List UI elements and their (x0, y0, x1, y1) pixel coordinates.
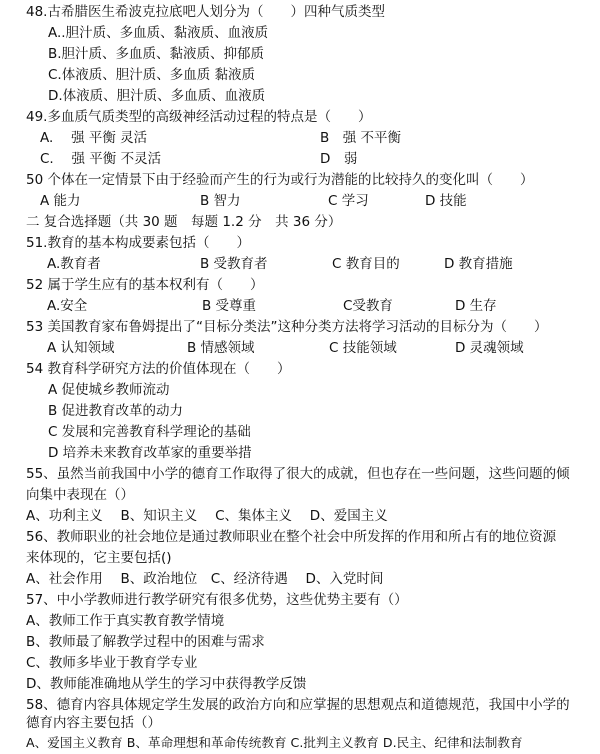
question-54-option-b: B 促进教育改革的动力 (48, 403, 184, 419)
question-48-option-c: C.体液质、胆汁质、多血质 黏液质 (48, 67, 256, 83)
question-51-option-a: A.教育者 (47, 256, 101, 272)
question-54-option-c: C 发展和完善教育科学理论的基础 (48, 424, 251, 440)
question-55-stem-line2: 向集中表现在（） (26, 487, 134, 503)
question-50-option-a: A 能力 (40, 193, 81, 209)
question-51-option-c: C 教育目的 (332, 256, 400, 272)
question-57-option-b: B、教师最了解教学过程中的困难与需求 (26, 634, 265, 650)
question-48-option-d: D.体液质、胆汁质、多血质、血液质 (48, 88, 266, 104)
question-57-stem: 57、中小学教师进行教学研究有很多优势，这些优势主要有（） (26, 592, 408, 608)
question-55-stem-line1: 55、虽然当前我国中小学的德育工作取得了很大的成就，但也存在一些问题，这些问题的倾 (26, 466, 570, 482)
question-50-option-d: D 技能 (425, 193, 467, 209)
question-56-stem-line2: 来体现的，它主要包括() (26, 550, 172, 566)
question-55-options: A、功利主义 B、知识主义 C、集体主义 D、爱国主义 (26, 508, 388, 524)
question-49-option-a: A. 强 平衡 灵活 (40, 130, 148, 146)
question-49-option-d: D 弱 (320, 151, 358, 167)
question-57-option-a: A、教师工作于真实教育教学情境 (26, 613, 225, 629)
question-53-option-a: A 认知领域 (47, 340, 115, 356)
question-58-stem-line2: 德育内容主要包括（） (26, 715, 161, 731)
question-51-stem: 51.教育的基本构成要素包括（ ） (26, 235, 250, 251)
question-50-stem: 50 个体在一定情景下由于经验而产生的行为或行为潜能的比较持久的变化叫（ ） (26, 172, 534, 188)
question-53-option-d: D 灵魂领域 (455, 340, 524, 356)
question-51-option-d: D 教育措施 (444, 256, 513, 272)
question-56-stem-line1: 56、教师职业的社会地位是通过教师职业在整个社会中所发挥的作用和所占有的地位资源 (26, 529, 557, 545)
question-52-option-a: A.安全 (47, 298, 88, 314)
question-52-option-c: C受教育 (343, 298, 393, 314)
question-52-option-b: B 受尊重 (202, 298, 257, 314)
question-48-stem: 48.古希腊医生希波克拉底吧人划分为（ ）四种气质类型 (26, 4, 385, 20)
question-49-stem: 49.多血质气质类型的高级神经活动过程的特点是（ ） (26, 109, 372, 125)
question-53-option-c: C 技能领域 (329, 340, 397, 356)
question-53-option-b: B 情感领域 (187, 340, 255, 356)
question-57-option-d: D、教师能准确地从学生的学习中获得教学反馈 (26, 676, 307, 692)
question-50-option-c: C 学习 (328, 193, 369, 209)
question-57-option-c: C、教师多毕业于教育学专业 (26, 655, 198, 671)
question-52-stem: 52 属于学生应有的基本权利有（ ） (26, 277, 264, 293)
question-58-stem-line1: 58、德育内容具体规定学生发展的政治方向和应掌握的思想观点和道德规范，我国中小学的 (26, 697, 570, 713)
question-58-options: A、爱国主义教育 B、革命理想和革命传统教育 C.批判主义教育 D.民主、纪律和法制教育 (26, 735, 523, 750)
question-51-option-b: B 受教育者 (200, 256, 268, 272)
question-54-option-a: A 促使城乡教师流动 (48, 382, 170, 398)
question-49-option-b: B 强 不平衡 (320, 130, 402, 146)
question-53-stem: 53 美国教育家布鲁姆提出了“目标分类法”这种分类方法将学习活动的目标分为（ ） (26, 319, 548, 335)
question-54-option-d: D 培养未来教育改革家的重要举措 (48, 445, 252, 461)
question-56-options: A、社会作用 B、政治地位 C、经济待遇 D、入党时间 (26, 571, 384, 587)
question-48-option-b: B.胆汁质、多血质、黏液质、抑郁质 (48, 46, 265, 62)
question-49-option-c: C. 强 平衡 不灵活 (40, 151, 162, 167)
question-50-option-b: B 智力 (200, 193, 241, 209)
question-48-option-a: A..胆汁质、多血质、黏液质、血液质 (48, 25, 269, 41)
question-52-option-d: D 生存 (455, 298, 497, 314)
question-54-stem: 54 教育科学研究方法的价值体现在（ ） (26, 361, 291, 377)
section-2-heading: 二 复合选择题（共 30 题 每题 1.2 分 共 36 分） (26, 214, 342, 230)
